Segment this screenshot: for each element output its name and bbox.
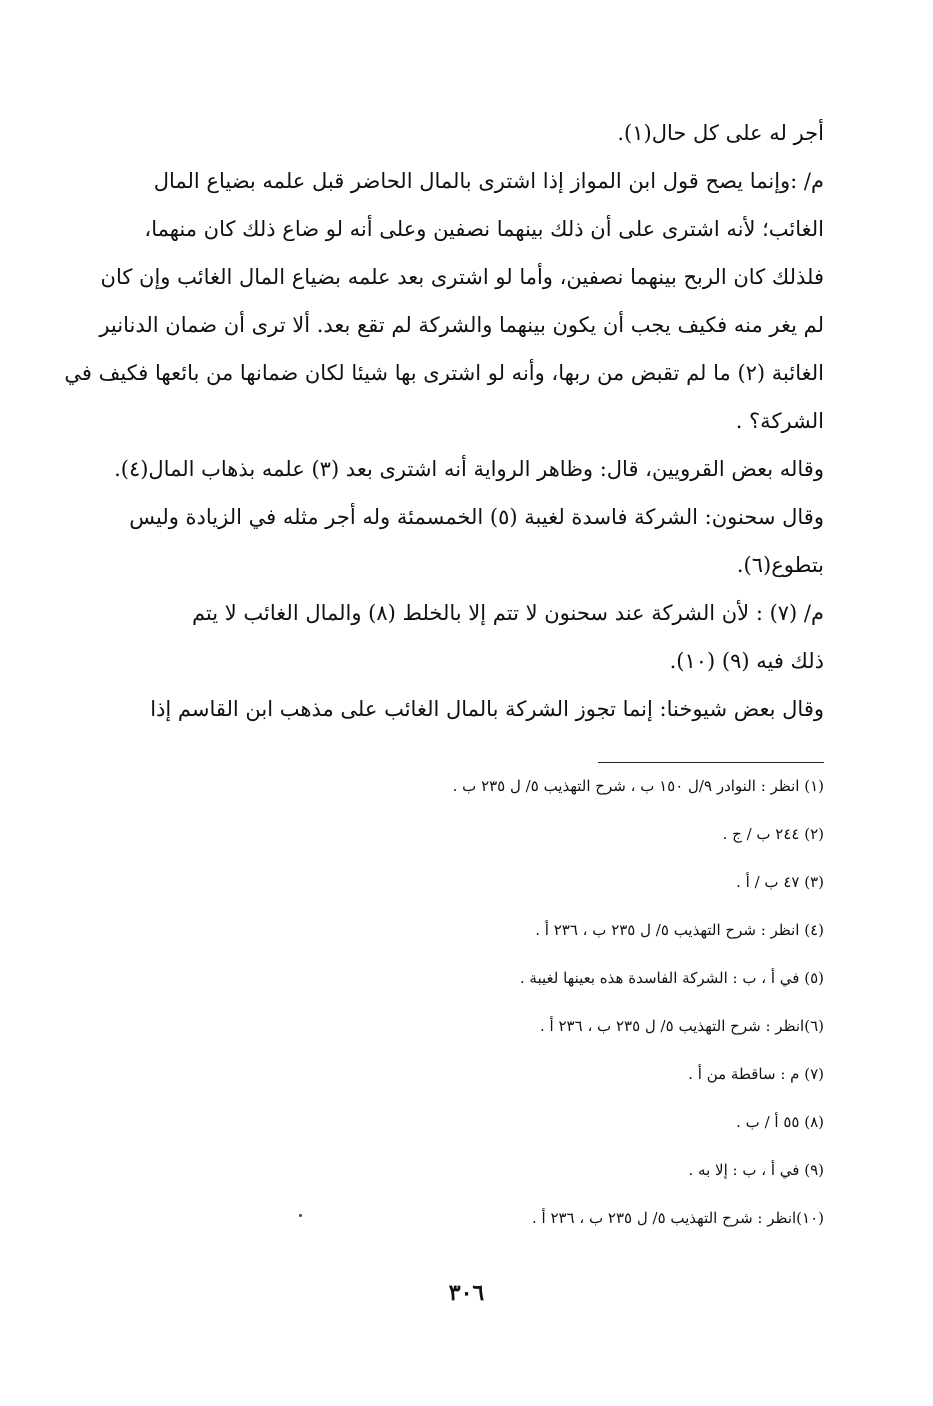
scan-speck [299, 1214, 302, 1217]
footnote: (٩) في أ ، ب : إلا به . [688, 1161, 824, 1179]
text-line: وقال بعض شيوخنا: إنما تجوز الشركة بالمال الغائب على مذهب ابن القاسم إذا [150, 697, 824, 721]
footnote: (٤) انظر : شرح التهذيب ٥/ ل ٢٣٥ ب ، ٢٣٦ أ . [535, 921, 824, 939]
main-text [64, 118, 824, 724]
footnote-separator [598, 762, 824, 763]
text-line: وقاله بعض القرويين، قال: وظاهر الرواية أنه اشترى بعد (٣) علمه بذهاب المال(٤). [114, 457, 824, 481]
text-line: لم يغر منه فكيف يجب أن يكون بينهما والشركة لم تقع بعد. ألا ترى أن ضمان الدنانير [99, 313, 824, 337]
text-line: وقال سحنون: الشركة فاسدة لغيبة (٥) الخمسمئة وله أجر مثله في الزيادة وليس [129, 505, 824, 529]
footnote: (٧) م : ساقطة من أ . [688, 1065, 824, 1083]
footnote: (٨) ٥٥ أ / ب . [736, 1113, 824, 1131]
footnote: (٥) في أ ، ب : الشركة الفاسدة هذه بعينها لغيبة . [519, 969, 824, 987]
footnote: (٦)انظر : شرح التهذيب ٥/ ل ٢٣٥ ب ، ٢٣٦ أ . [540, 1017, 824, 1035]
footnote: (٣) ٤٧ ب / أ . [736, 873, 824, 891]
text-line: بتطوع(٦). [736, 553, 824, 577]
footnote: (١٠)انظر : شرح التهذيب ٥/ ل ٢٣٥ ب ، ٢٣٦ أ . [531, 1209, 824, 1227]
footnotes [300, 776, 824, 1256]
text-line: م/ (٧) : لأن الشركة عند سحنون لا تتم إلا بالخلط (٨) والمال الغائب لا يتم [191, 601, 824, 625]
text-line: ذلك فيه (٩) (١٠). [669, 649, 824, 673]
text-line: الغائب؛ لأنه اشترى على أن ذلك بينهما نصفين وعلى أنه لو ضاع ذلك كان منهما، [144, 217, 824, 241]
text-line: فلذلك كان الربح بينهما نصفين، وأما لو اشترى بعد علمه بضياع المال الغائب وإن كان [100, 265, 824, 289]
page-number: ٣٠٦ [448, 1280, 485, 1306]
footnote: (٢) ٢٤٤ ب / ج . [722, 825, 824, 843]
text-line: الشركة؟ . [735, 409, 824, 433]
footnote: (١) انظر : النوادر ٩/ل ١٥٠ ب ، شرح التهذيب ٥/ ل ٢٣٥ ب . [452, 777, 824, 795]
text-line: الغائبة (٢) ما لم تقبض من ربها، وأنه لو اشترى بها شيئا لكان ضمانها من بائعها فكيف في [64, 361, 824, 385]
text-line: م/ :وإنما يصح قول ابن المواز إذا اشترى بالمال الحاضر قبل علمه بضياع المال [153, 169, 824, 193]
text-line: أجر له على كل حال(١). [617, 121, 824, 145]
